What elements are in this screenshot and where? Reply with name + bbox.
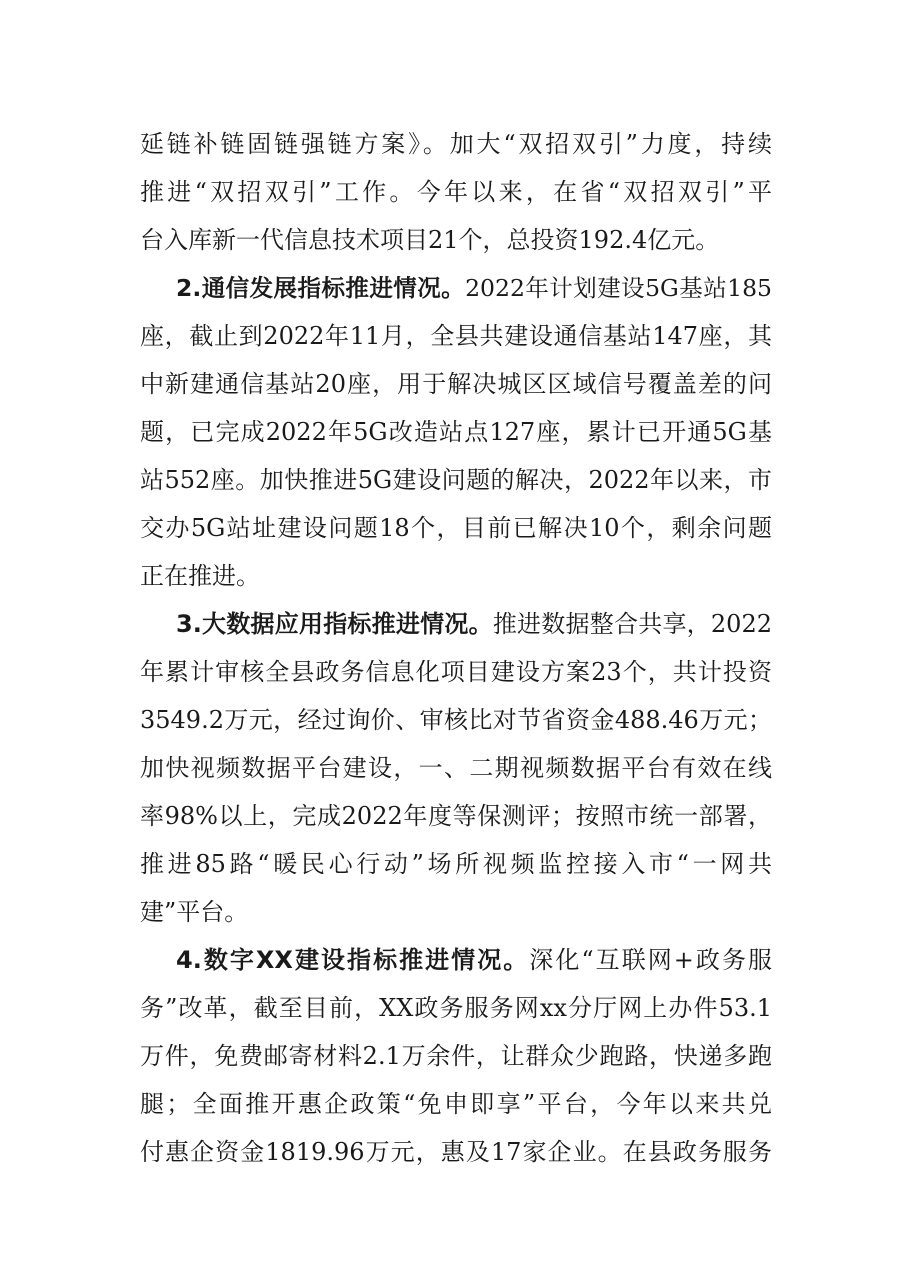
paragraph-text: 2022年计划建设5G基站185 <box>465 274 772 302</box>
section-heading-line <box>176 608 772 640</box>
section-heading: 3.大数据应用指标推进情况。 <box>176 610 493 638</box>
paragraph-text: 深化“互联网+政务服 <box>529 946 772 974</box>
paragraph-line: 推进“双招双引”工作。今年以来，在省“双招双引”平 <box>140 178 772 206</box>
paragraph-line: 率98%以上，完成2022年度等保测评；按照市统一部署， <box>140 802 772 830</box>
paragraph-line: 交办5G站址建设问题18个，目前已解决10个，剩余问题 <box>140 514 772 542</box>
paragraph-line: 务”改革，截至目前，XX政务服务网xx分厅网上办件53.1 <box>140 994 772 1022</box>
paragraph-line: 延链补链固链强链方案》。加大“双招双引”力度，持续 <box>140 130 772 158</box>
paragraph-line: 腿；全面推开惠企政策“免申即享”平台，今年以来共兑 <box>140 1090 772 1118</box>
paragraph-line: 付惠企资金1819.96万元，惠及17家企业。在县政务服务 <box>140 1138 772 1166</box>
paragraph-line: 座，截止到2022年11月，全县共建设通信基站147座，其 <box>140 322 772 350</box>
paragraph-text: 推进数据整合共享，2022 <box>492 610 772 638</box>
paragraph-line: 加快视频数据平台建设，一、二期视频数据平台有效在线 <box>140 754 772 782</box>
paragraph-line: 题，已完成2022年5G改造站点127座，累计已开通5G基 <box>140 418 772 446</box>
paragraph-line: 建”平台。 <box>140 898 249 926</box>
paragraph-line: 中新建通信基站20座，用于解决城区区域信号覆盖差的问 <box>140 370 772 398</box>
paragraph-line: 站552座。加快推进5G建设问题的解决，2022年以来，市 <box>140 466 772 494</box>
section-heading: 2.通信发展指标推进情况。 <box>176 274 466 302</box>
section-heading: 4.数字XX建设指标推进情况。 <box>176 946 530 974</box>
paragraph-line: 万件，免费邮寄材料2.1万余件，让群众少跑路，快递多跑 <box>140 1042 772 1070</box>
paragraph-line: 推进85路“暖民心行动”场所视频监控接入市“一网共 <box>140 850 772 878</box>
paragraph-line: 3549.2万元，经过询价、审核比对节省资金488.46万元； <box>140 706 772 734</box>
paragraph-line: 年累计审核全县政务信息化项目建设方案23个，共计投资 <box>140 658 772 686</box>
paragraph-line: 正在推进。 <box>140 562 260 590</box>
section-heading-line <box>176 944 772 976</box>
section-heading-line <box>176 272 772 304</box>
paragraph-line: 台入库新一代信息技术项目21个，总投资192.4亿元。 <box>140 226 720 254</box>
